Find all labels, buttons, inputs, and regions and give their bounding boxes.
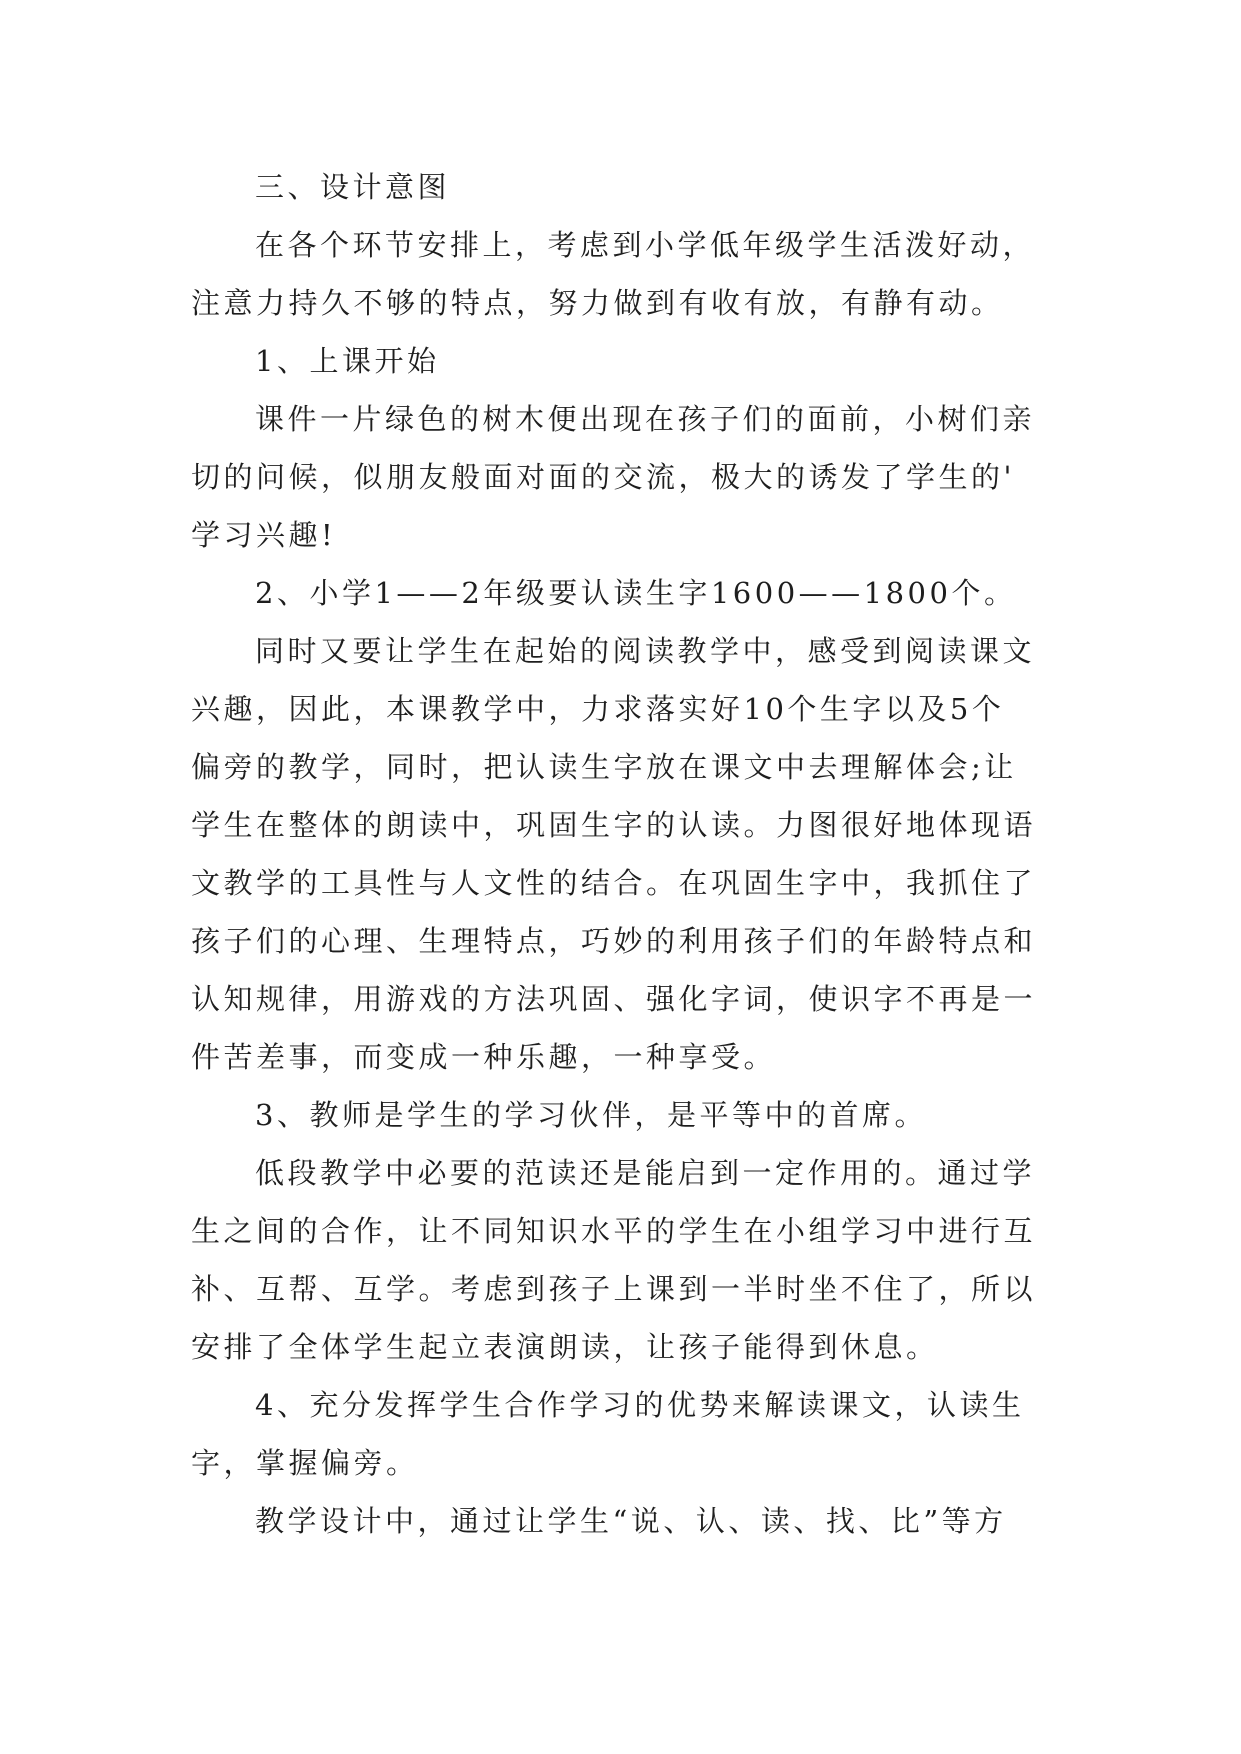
paragraph-first-line: 低段教学中必要的范读还是能启到一定作用的。通过学: [255, 1156, 1036, 1190]
paragraph-first-line: 同时又要让学生在起始的阅读教学中，感受到阅读课文: [255, 634, 1036, 668]
paragraph-first-line: 课件一片绿色的树木便出现在孩子们的面前，小树们亲: [255, 402, 1036, 436]
text-line: 学生在整体的朗读中，巩固生字的认读。力图很好地体现语: [191, 808, 1037, 842]
paragraph-first-line: 三、设计意图: [255, 170, 451, 204]
paragraph-first-line: 4、充分发挥学生合作学习的优势来解读课文，认读生: [255, 1388, 1025, 1422]
text-line: 注意力持久不够的特点，努力做到有收有放，有静有动。: [191, 286, 1004, 320]
text-line: 安排了全体学生起立表演朗读，让孩子能得到休息。: [191, 1330, 939, 1364]
paragraph-first-line: 2、小学1——2年级要认读生字1600——1800个。: [255, 576, 1017, 610]
text-line: 认知规律，用游戏的方法巩固、强化字词，使识字不再是一: [191, 982, 1037, 1016]
text-line: 孩子们的心理、生理特点，巧妙的利用孩子们的年龄特点和: [191, 924, 1037, 958]
paragraph-first-line: 在各个环节安排上，考虑到小学低年级学生活泼好动，: [255, 228, 1036, 262]
paragraph-first-line: 3、教师是学生的学习伙伴，是平等中的首席。: [255, 1098, 927, 1132]
text-line: 生之间的合作，让不同知识水平的学生在小组学习中进行互: [191, 1214, 1037, 1248]
paragraph-first-line: 教学设计中，通过让学生“说、认、读、找、比”等方: [255, 1504, 1007, 1538]
text-line: 补、互帮、互学。考虑到孩子上课到一半时坐不住了，所以: [191, 1272, 1037, 1306]
text-line: 件苦差事，而变成一种乐趣，一种享受。: [191, 1040, 777, 1074]
text-line: 兴趣，因此，本课教学中，力求落实好10个生字以及5个: [191, 692, 1005, 726]
text-line: 字，掌握偏旁。: [191, 1446, 419, 1480]
text-line: 学习兴趣!: [191, 518, 337, 552]
text-line: 切的问候，似朋友般面对面的交流，极大的诱发了学生的': [191, 460, 1015, 494]
text-line: 文教学的工具性与人文性的结合。在巩固生字中，我抓住了: [191, 866, 1037, 900]
document-body: [191, 158, 1071, 1550]
text-line: 偏旁的教学，同时，把认读生字放在课文中去理解体会;让: [191, 750, 1017, 784]
paragraph-first-line: 1、上课开始: [255, 344, 440, 378]
